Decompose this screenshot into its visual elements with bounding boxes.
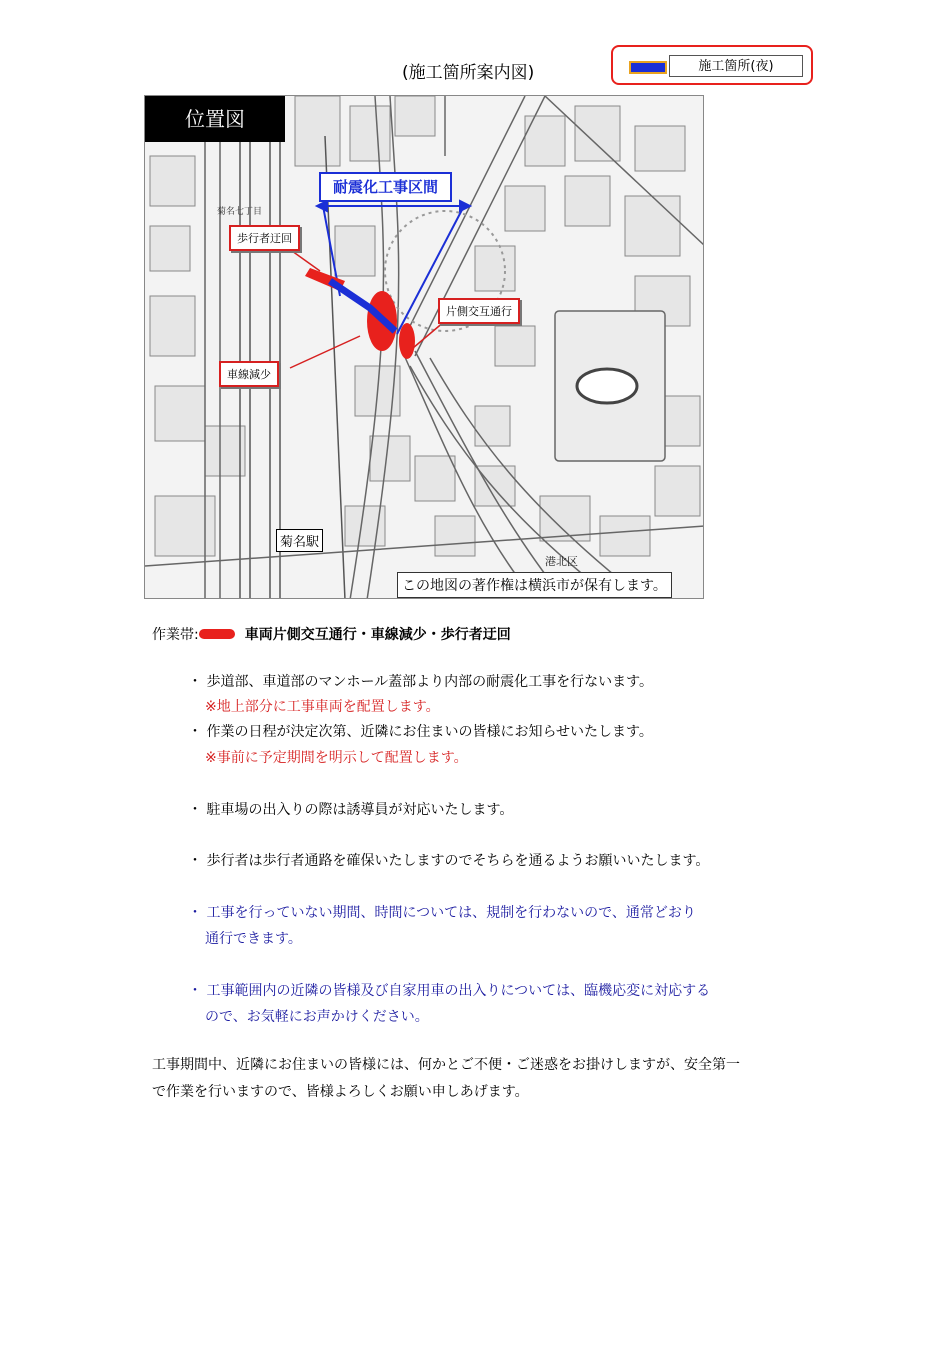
note-6-cont: ので、お気軽にお声かけください。 <box>205 1009 429 1025</box>
lane-reduction-callout: 車線減少 <box>219 361 279 387</box>
closing-line-2: で作業を行いますので、皆様よろしくお願い申しあげます。 <box>152 1084 529 1100</box>
legend <box>611 45 813 85</box>
work-zone-label: 作業帯: <box>152 627 199 643</box>
note-2-sub: ※事前に予定期間を明示して配置します。 <box>205 750 468 766</box>
legend-label: 施工箇所(夜) <box>669 55 803 77</box>
note-1: ・ 歩道部、車道部のマンホール蓋部より内部の耐震化工事を行ないます。 <box>188 674 654 690</box>
pedestrian-detour-callout: 歩行者迂回 <box>229 225 300 251</box>
alternating-traffic-callout: 片側交互通行 <box>438 298 520 324</box>
note-1-sub: ※地上部分に工事車両を配置します。 <box>205 699 440 715</box>
note-2: ・ 作業の日程が決定次第、近隣にお住まいの皆様にお知らせいたします。 <box>188 724 653 740</box>
map-title: 位置図 <box>145 96 285 142</box>
copyright-notice: この地図の著作権は横浜市が保有します。 <box>397 572 672 598</box>
note-5: ・ 工事を行っていない期間、時間については、規制を行わないので、通常どおり <box>188 905 696 921</box>
area-label: 菊名七丁目 <box>217 207 263 217</box>
work-zone-legend <box>152 624 511 644</box>
note-3: ・ 駐車場の出入りの際は誘導員が対応いたします。 <box>188 802 514 818</box>
station-label: 菊名駅 <box>276 529 323 552</box>
closing-line-1: 工事期間中、近隣にお住まいの皆様には、何かとご不便・ご迷惑をお掛けしますが、安全第一 <box>152 1057 740 1073</box>
work-zone-swatch <box>199 629 235 639</box>
legend-swatch <box>629 61 667 74</box>
page-title: (施工箇所案内図) <box>402 63 535 83</box>
note-6: ・ 工事範囲内の近隣の皆様及び自家用車の出入りについては、臨機応変に対応する <box>188 983 711 999</box>
note-5-cont: 通行できます。 <box>205 931 302 947</box>
note-4: ・ 歩行者は歩行者通路を確保いたしますのでそちらを通るようお願いいたします。 <box>188 853 710 869</box>
location-map <box>144 95 704 599</box>
seismic-section-label: 耐震化工事区間 <box>319 172 452 202</box>
work-zone-description: 車両片側交互通行・車線減少・歩行者迂回 <box>244 627 511 643</box>
ward-label: 港北区 <box>545 555 578 568</box>
